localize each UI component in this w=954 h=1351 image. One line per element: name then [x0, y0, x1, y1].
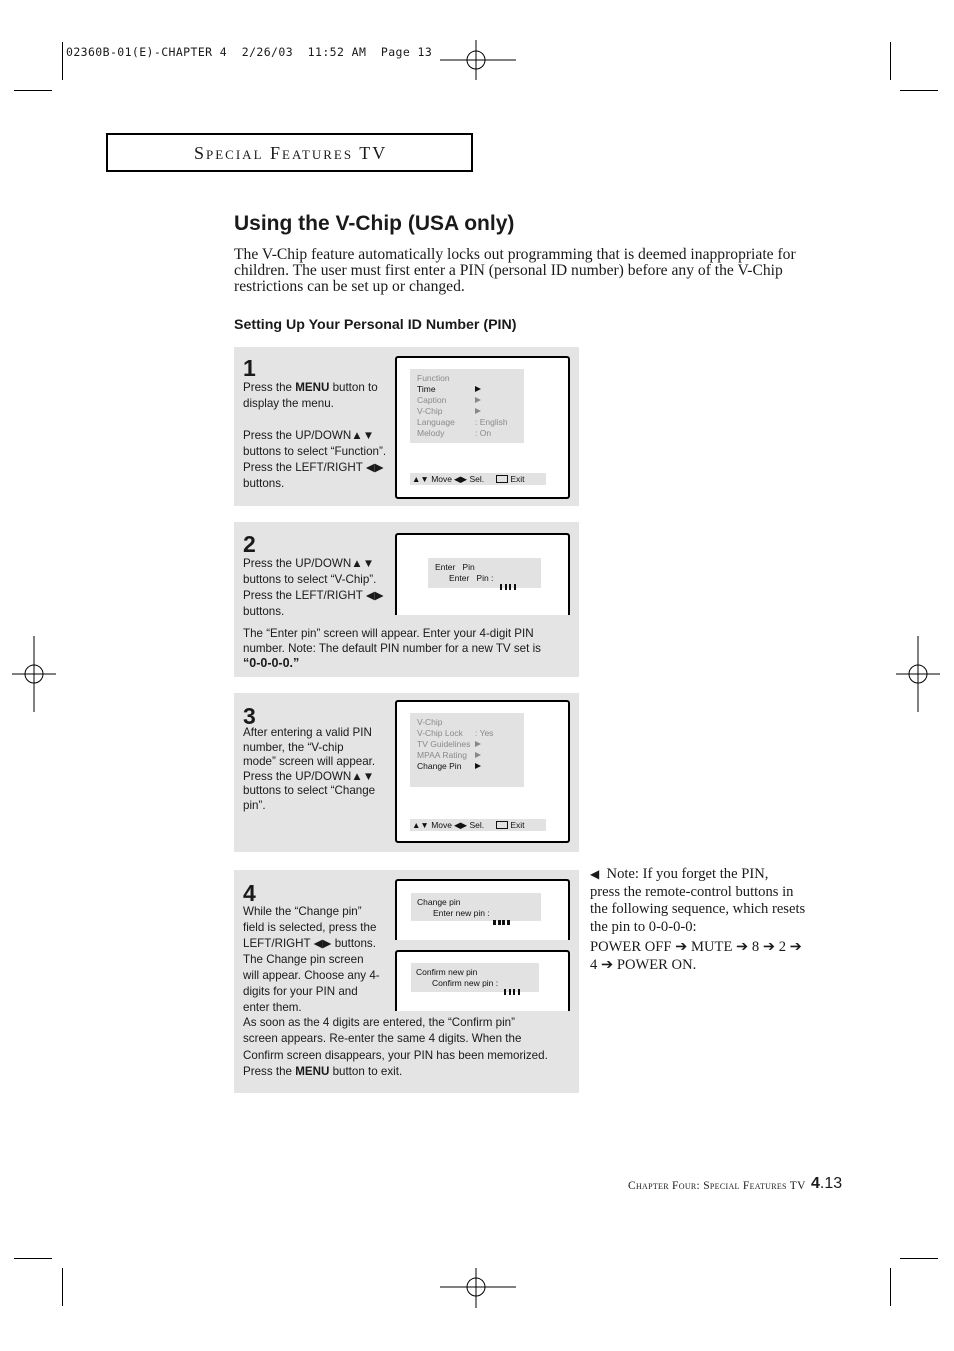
arrow-right-icon [475, 741, 481, 747]
arrow-right-icon [475, 397, 481, 403]
pin-entered [493, 910, 511, 929]
crop-mark [14, 90, 52, 91]
osd-item: Language [417, 417, 455, 427]
crop-mark [62, 42, 63, 80]
osd-prompt: Enter new pin : [433, 908, 490, 918]
note-line: the pin to 0-0-0-0: [590, 918, 697, 935]
osd-title: Change pin [417, 897, 461, 907]
osd-item: V-Chip [417, 406, 443, 416]
page-number [811, 1175, 842, 1193]
crop-mark [14, 1258, 52, 1259]
side-note [590, 866, 805, 974]
osd-item: V-Chip [417, 717, 443, 727]
step-line: display the menu. [243, 397, 334, 410]
arrow-right-icon [475, 763, 481, 769]
step-line: The “Enter pin” screen will appear. Enter your 4-digit PIN [243, 627, 534, 640]
page-title: Using the V-Chip (USA only) [234, 212, 515, 235]
step-line: Press the MENU button to exit. [243, 1064, 403, 1078]
crop-mark [900, 1258, 938, 1259]
osd-hint-move: ▲▼ Move [412, 820, 452, 830]
step-line: number. Note: The default PIN number for a new TV set is [243, 641, 541, 655]
registration-mark-icon [896, 636, 940, 712]
osd-title: Confirm new pin [416, 967, 478, 977]
step-note [243, 1015, 548, 1080]
intro-line: children. The user must first enter a PIN (personal ID number) before any of the V-Chip [234, 262, 783, 279]
note-pointer-icon: ◀ [590, 867, 600, 881]
step-text [243, 380, 386, 492]
step-number: 3 [243, 703, 256, 729]
step-line: buttons. [243, 605, 285, 618]
page-number-page: .13 [819, 1175, 843, 1192]
step-line: buttons to select “V-Chip”. [243, 573, 377, 586]
step-2-panel [234, 522, 579, 677]
osd-item: V-Chip Lock [417, 728, 463, 738]
step-line [243, 412, 386, 428]
step-number: 1 [243, 355, 256, 381]
step-line: field is selected, press the [243, 921, 377, 934]
osd-dialog [428, 558, 541, 588]
step-line: Press the UP/DOWN▲▼ [243, 769, 375, 783]
osd-title: Enter Pin [435, 562, 475, 572]
step-line: buttons to select “Change [243, 784, 376, 798]
step-text [243, 904, 380, 1016]
menu-icon [496, 475, 508, 483]
tv-screen [395, 700, 570, 843]
note-sequence: 4 ➔ POWER ON. [590, 956, 697, 973]
osd-value: : On [475, 428, 492, 438]
osd-hint-exit: Exit [496, 820, 525, 830]
crop-mark [900, 90, 938, 91]
section-label-box [106, 133, 473, 172]
note-line: the following sequence, which resets [590, 901, 806, 917]
step-line: As soon as the 4 digits are entered, the “Confirm pin” [243, 1016, 515, 1029]
step-line: Press the LEFT/RIGHT ◀▶ [243, 461, 384, 474]
registration-mark-icon [440, 1268, 516, 1308]
osd-item: TV Guidelines [417, 739, 471, 749]
osd-value: : English [475, 417, 508, 427]
osd-menu [410, 713, 524, 787]
osd-item: Function [417, 373, 450, 383]
osd-hint-select: ◀▶ Sel. [454, 820, 485, 830]
crop-mark [890, 42, 891, 80]
pin-placeholder [504, 980, 522, 999]
step-4-panel [234, 870, 579, 1093]
tv-screen [395, 533, 570, 615]
osd-footer [410, 819, 546, 831]
step-line: buttons. [243, 477, 285, 490]
step-line: Press the UP/DOWN▲▼ [243, 429, 375, 442]
registration-mark-icon [440, 40, 516, 80]
crop-mark [890, 1268, 891, 1306]
osd-value: : Yes [475, 728, 494, 738]
registration-mark-icon [12, 636, 56, 712]
osd-item: Time [417, 384, 436, 394]
step-line: mode” screen will appear. [243, 755, 376, 769]
step-line: Press the MENU button to [243, 381, 378, 394]
print-slug: 02360B-01(E)-CHAPTER 4 2/26/03 11:52 AM Page 13 [66, 45, 433, 59]
subheading: Setting Up Your Personal ID Number (PIN) [234, 317, 517, 333]
step-line: screen appears. Re-enter the same 4 digits. When the [243, 1032, 522, 1046]
section-label: Special Features TV [194, 143, 388, 163]
osd-hint-select: ◀▶ Sel. [454, 474, 485, 484]
step-line: number, the “V-chip [243, 740, 344, 754]
osd-hint-exit: Exit [496, 474, 525, 484]
osd-item: Change Pin [417, 761, 462, 771]
step-line: Press the LEFT/RIGHT ◀▶ [243, 589, 384, 602]
osd-item: Melody [417, 428, 445, 438]
step-line: enter them. [243, 1001, 302, 1014]
tv-screen [395, 356, 570, 499]
intro-line: The V-Chip feature automatically locks out programming that is deemed inappropriate for [234, 246, 796, 263]
step-text [243, 556, 384, 620]
osd-footer [410, 473, 546, 485]
osd-dialog [411, 963, 539, 992]
osd-item: MPAA Rating [417, 750, 467, 760]
step-line: will appear. Choose any 4- [243, 969, 380, 982]
step-number: 2 [243, 531, 256, 557]
step-line: “0-0-0-0.” [243, 656, 300, 671]
step-line: After entering a valid PIN [243, 726, 372, 739]
crop-mark [62, 1268, 63, 1306]
step-3-panel [234, 693, 579, 852]
step-1-panel [234, 347, 579, 506]
menu-key-label: MENU [295, 1064, 330, 1078]
step-line: Confirm screen disappears, your PIN has been memorized. [243, 1048, 548, 1062]
intro-line: restrictions can be set up or changed. [234, 278, 465, 295]
step-line: The Change pin screen [243, 953, 364, 966]
osd-menu [410, 369, 524, 443]
osd-item: Caption [417, 395, 447, 405]
step-line: Press the UP/DOWN▲▼ [243, 557, 375, 570]
step-line: LEFT/RIGHT ◀▶ buttons. [243, 937, 376, 950]
osd-prompt: Enter Pin : [449, 573, 494, 583]
arrow-right-icon [475, 752, 481, 758]
note-line: press the remote-control buttons in [590, 883, 794, 900]
note-line: ◀ Note: If you forget the PIN, [590, 866, 769, 882]
step-line: While the “Change pin” [243, 905, 362, 918]
osd-dialog [411, 893, 541, 921]
tv-screen [395, 950, 570, 1011]
step-line: digits for your PIN and [243, 985, 358, 998]
step-note [243, 627, 541, 671]
step-line: buttons to select “Function”. [243, 445, 387, 458]
menu-icon [496, 821, 508, 829]
arrow-right-icon [475, 408, 481, 414]
step-text [243, 726, 375, 814]
note-sequence: POWER OFF ➔ MUTE ➔ 8 ➔ 2 ➔ [590, 939, 802, 955]
step-line: pin”. [243, 798, 266, 812]
footer-chapter: Chapter Four: Special Features TV [628, 1180, 806, 1192]
tv-screen [395, 879, 570, 940]
page-number-chapter: 4 [811, 1175, 820, 1192]
osd-prompt: Confirm new pin : [432, 978, 499, 988]
pin-placeholder [500, 575, 518, 594]
step-number: 4 [243, 880, 256, 906]
osd-hint-move: ▲▼ Move [412, 474, 452, 484]
arrow-right-icon [475, 386, 481, 392]
menu-key-label: MENU [295, 381, 330, 394]
